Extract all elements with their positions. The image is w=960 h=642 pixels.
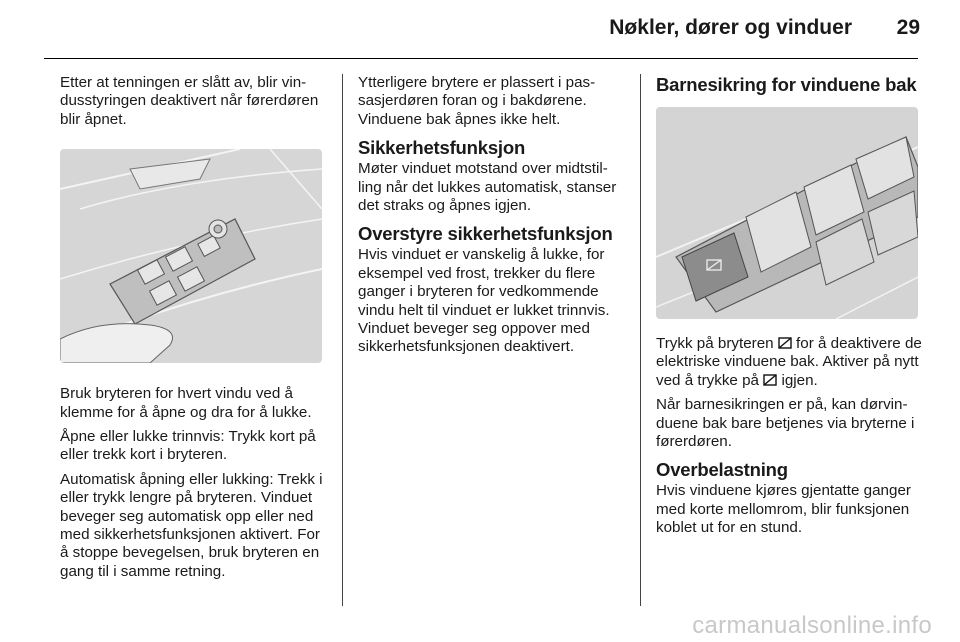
intro-paragraph: Etter at tenningen er slått av, blir vindusstyringen deaktivert når førerdøren blir åpnet. <box>60 74 319 128</box>
header-divider <box>44 58 918 59</box>
page-header-title: Nøkler, dører og vinduer <box>609 16 852 39</box>
child-lock-window-icon <box>763 374 777 386</box>
column-divider-2 <box>640 74 641 606</box>
page-number: 29 <box>896 16 920 39</box>
usage-paragraph: Bruk bryteren for hvert vindu ved å klemme for å åpne og dra for å lukke. <box>60 385 312 421</box>
overload-heading: Overbelastning <box>656 459 788 481</box>
additional-switches-paragraph: Ytterligere brytere er plassert i passasjerdøren foran og i bakdørene. Vinduene bak åpnes ikke helt. <box>358 74 596 128</box>
overload-paragraph: Hvis vinduene kjøres gjentatte ganger med korte mellomrom, blir funksjonen koblet ut for en stund. <box>656 482 911 537</box>
child-lock-heading: Barnesikring for vinduene bak <box>656 74 917 95</box>
stepwise-paragraph: Åpne eller lukke trinnvis: Trykk kort på eller trekk kort i bryteren. <box>60 428 316 464</box>
automatic-paragraph: Automatisk åpning eller lukking: Trekk i eller trykk lengre på bryteren. Vinduet beveger seg automatisk opp eller ned med sikkerhetsfunksjonen aktivert. For å stoppe bevegelsen, bruk bryteren en gang til i samme retning. <box>60 470 323 580</box>
child-lock-text-3: igjen. <box>777 371 818 389</box>
column-1 <box>60 74 330 587</box>
override-safety-paragraph: Hvis vinduet er vanskelig å lukke, for eksempel ved frost, trekker du flere ganger i bryteren for vedkommende vindu helt til vinduet er lukket trinnvis. Vinduet beveger seg oppover med sikkerhetsfunksjonen deaktivert. <box>358 246 610 356</box>
child-lock-text-2: for å deaktivere de elektriske vinduene bak. Aktiver på nytt ved å trykke på <box>656 335 922 389</box>
watermark: carmanualsonline.info <box>692 612 932 639</box>
safety-function-paragraph: Møter vinduet motstand over midtstilling når det lukkes automatisk, stanser det straks og åpnes igjen. <box>358 160 617 215</box>
override-safety-heading: Overstyre sikkerhetsfunksjon <box>358 223 613 245</box>
column-divider-1 <box>342 74 343 606</box>
child-lock-text-1: Trykk på bryteren <box>656 335 778 352</box>
child-lock-paragraph <box>656 335 924 390</box>
column-3 <box>656 74 924 544</box>
column-2 <box>358 74 626 363</box>
safety-function-heading: Sikkerhetsfunksjon <box>358 137 526 159</box>
child-lock-window-icon <box>778 337 792 349</box>
door-switch-illustration <box>60 149 322 363</box>
child-lock-driver-paragraph: Når barnesikringen er på, kan dørvinduene bak bare betjenes via bryterne i førerdøren. <box>656 396 915 451</box>
child-lock-switch-illustration <box>656 107 918 319</box>
